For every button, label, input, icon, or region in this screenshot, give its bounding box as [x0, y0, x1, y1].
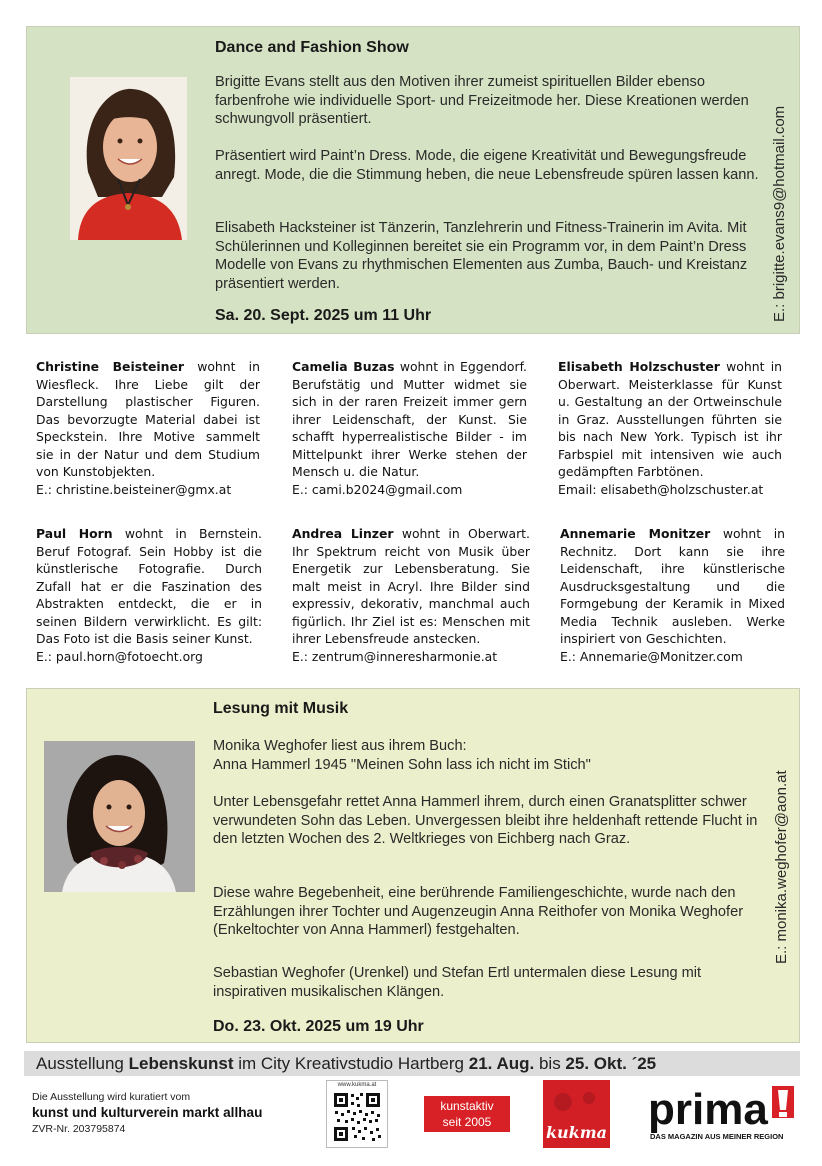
qr-code-icon [327, 1090, 387, 1146]
banner-highlight: Lebenskunst [128, 1054, 234, 1073]
prima-logo-icon [648, 1084, 798, 1144]
kunstaktiv-badge [424, 1096, 510, 1132]
event-title: Lesung mit Musik [213, 700, 349, 717]
event-paragraph: Diese wahre Begebenheit, eine berührende Familiengeschichte, wurde nach den Erzählungen ihrer Tochter und Augenzeugin Anna Reithofer von Monika Weghofer (Enkeltochter von Anna Hammerl) festgehalten. [213, 885, 744, 938]
qr-code[interactable] [326, 1080, 388, 1148]
prima-tagline: DAS MAGAZIN AUS MEINER REGION [650, 1132, 784, 1141]
organization-name: kunst und kulturverein markt allhau [32, 1105, 263, 1120]
artist-contact[interactable]: E.: paul.horn@fotoecht.org [36, 648, 203, 664]
artist-name: Christine Beisteiner [36, 359, 184, 374]
artist-entry [36, 525, 262, 665]
event-paragraph: Sebastian Weghofer (Urenkel) und Stefan Ertl untermalen diese Lesung mit inspirativen musikalischen Klängen. [213, 965, 702, 1000]
event-paragraph: Elisabeth Hacksteiner ist Tänzerin, Tanzlehrerin und Fitness-Trainerin im Avita. Mit Schülerinnen und Kolleginnen bereitet sie ein Programm vor, in dem Paint’n Dress Modelle von Evans zu rhythmischen Elementen aus Zumba, Bauch- und Kreistanz präsentiert werden. [215, 220, 748, 292]
badge-line2: seit 2005 [442, 1115, 492, 1129]
artist-entry [292, 358, 527, 498]
event-paragraph: Monika Weghofer liest aus ihrem Buch: Anna Hammerl 1945 "Meinen Sohn lass ich nicht im Stich" [213, 738, 591, 773]
artist-contact[interactable]: E.: zentrum@inneresharmonie.at [292, 648, 498, 664]
event-reading-music [26, 688, 800, 1043]
artist-contact[interactable]: E.: christine.beisteiner@gmx.at [36, 481, 232, 497]
registration-number: ZVR-Nr. 203795874 [32, 1123, 126, 1135]
artist-entry [558, 358, 782, 498]
artist-entry [36, 358, 260, 498]
artist-name: Annemarie Monitzer [560, 526, 711, 541]
artist-name: Paul Horn [36, 526, 113, 541]
artist-bio: wohnt in Eggendorf. Berufstätig und Mutter widmet sie sich in der raren Freizeit immer gern ihrer Leidenschaft, der Kunst. Sie schafft hyperrealistische Bilder - im Mittelpunkt ihrer Werke stehen der Mensch u. die Natur. [292, 359, 527, 479]
exhibition-banner [24, 1051, 800, 1076]
event-date: Sa. 20. Sept. 2025 um 11 Uhr [215, 307, 432, 324]
prima-logo [648, 1084, 798, 1144]
contact-email[interactable]: E.: brigitte.evans9@hotmail.com [771, 105, 788, 322]
banner-prefix: Ausstellung [36, 1054, 129, 1073]
artist-bio: wohnt in Bernstein. Beruf Fotograf. Sein Hobby ist die künstlerische Fotografie. Durch Zufall hat er die Faszination des Abstrakten entdeckt, die er in seinen Bildern verwirklicht. Es gilt: Das Foto ist die Basis seiner Kunst. [36, 526, 262, 646]
banner-from: 21. Aug. [468, 1054, 535, 1073]
event-paragraph: Unter Lebensgefahr rettet Anna Hammerl ihrem, durch einen Granatsplitter schwer verwundeten Sohn das Leben. Unvergessen bleibt ihre heldenhaft rettende Flucht in den letzten Wochen des 2. Weltkrieges von Eichberg nach Graz. [213, 794, 758, 847]
kukma-logo-text: kukma [545, 1123, 608, 1142]
artist-bio: wohnt in Oberwart. Ihr Spektrum reicht von Musik über Energetik zur Lebensberatung. Sie malt meist in Acryl. Ihre Bilder sind expressiv, dekorativ, manchmal auch figürlich. Ihr Ziel ist es: Menschen mit ihrer Lebensfreude anstecken. [292, 526, 530, 646]
prima-logo-text: prima [648, 1085, 768, 1134]
artist-entry [560, 525, 785, 665]
artist-bio: wohnt in Rechnitz. Dort kann sie ihre Leidenschaft, ihre künstlerische Ausdrucksgestaltung und die Formgebung der Keramik in Mixed Media Technik ausleben. Werke inspiriert von Geschichten. [560, 526, 786, 646]
portrait-photo [44, 741, 195, 892]
event-date: Do. 23. Okt. 2025 um 19 Uhr [213, 1018, 424, 1035]
curated-by-label: Die Ausstellung wird kuratiert vom [32, 1091, 191, 1103]
artist-name: Elisabeth Holzschuster [558, 359, 720, 374]
badge-line1: kunstaktiv [440, 1099, 494, 1113]
artist-name: Andrea Linzer [292, 526, 394, 541]
portrait-photo [70, 77, 187, 240]
artist-contact[interactable]: E.: Annemarie@Monitzer.com [560, 648, 743, 664]
event-paragraph: Brigitte Evans stellt aus den Motiven ihrer zumeist spirituellen Bilder ebenso farbenfrohe wie individuelle Sport- und Freizeitmode her. Diese Kreationen werden schwungvoll präsentiert. [215, 74, 749, 127]
kukma-logo [543, 1080, 610, 1148]
artist-contact[interactable]: Email: elisabeth@holzschuster.at [558, 481, 764, 497]
banner-venue: im City Kreativstudio Hartberg [233, 1054, 469, 1073]
event-paragraph: Präsentiert wird Paint’n Dress. Mode, die eigene Kreativität und Bewegungsfreude anregt. Mode, die die Stimmung heben, die neue Lebensfreude spüren lassen kann. [215, 148, 759, 183]
artist-entry [292, 525, 530, 665]
curator-info [32, 1090, 312, 1136]
artist-bio: wohnt in Wiesfleck. Ihre Liebe gilt der Darstellung plastischer Figuren. Das bevorzugte Material dabei ist Speckstein. Ihre Motive sammelt sie in der Natur und dem Studium von Kunstobjekten. [36, 359, 260, 479]
artist-name: Camelia Buzas [292, 359, 395, 374]
artist-contact[interactable]: E.: cami.b2024@gmail.com [292, 481, 463, 497]
qr-url: www.kukma.at [337, 1082, 377, 1088]
banner-to: 25. Okt. ´25 [565, 1054, 657, 1073]
artist-bio: wohnt in Oberwart. Meisterklasse für Kunst u. Gestaltung an der Ortweinschule in Graz. Ausstellungen führten sie bis nach New York. Typisch ist ihr Farbspiel mit intensiven wie auch gedämpften Farbtönen. [558, 359, 782, 479]
portrait-monika-weghofer [44, 741, 195, 892]
event-title: Dance and Fashion Show [215, 39, 409, 56]
event-dance-fashion [26, 26, 800, 334]
contact-email[interactable]: E.: monika.weghofer@aon.at [773, 770, 790, 964]
kukma-logo-icon [543, 1080, 610, 1148]
banner-mid: bis [534, 1054, 566, 1073]
portrait-brigitte-evans [70, 77, 187, 240]
